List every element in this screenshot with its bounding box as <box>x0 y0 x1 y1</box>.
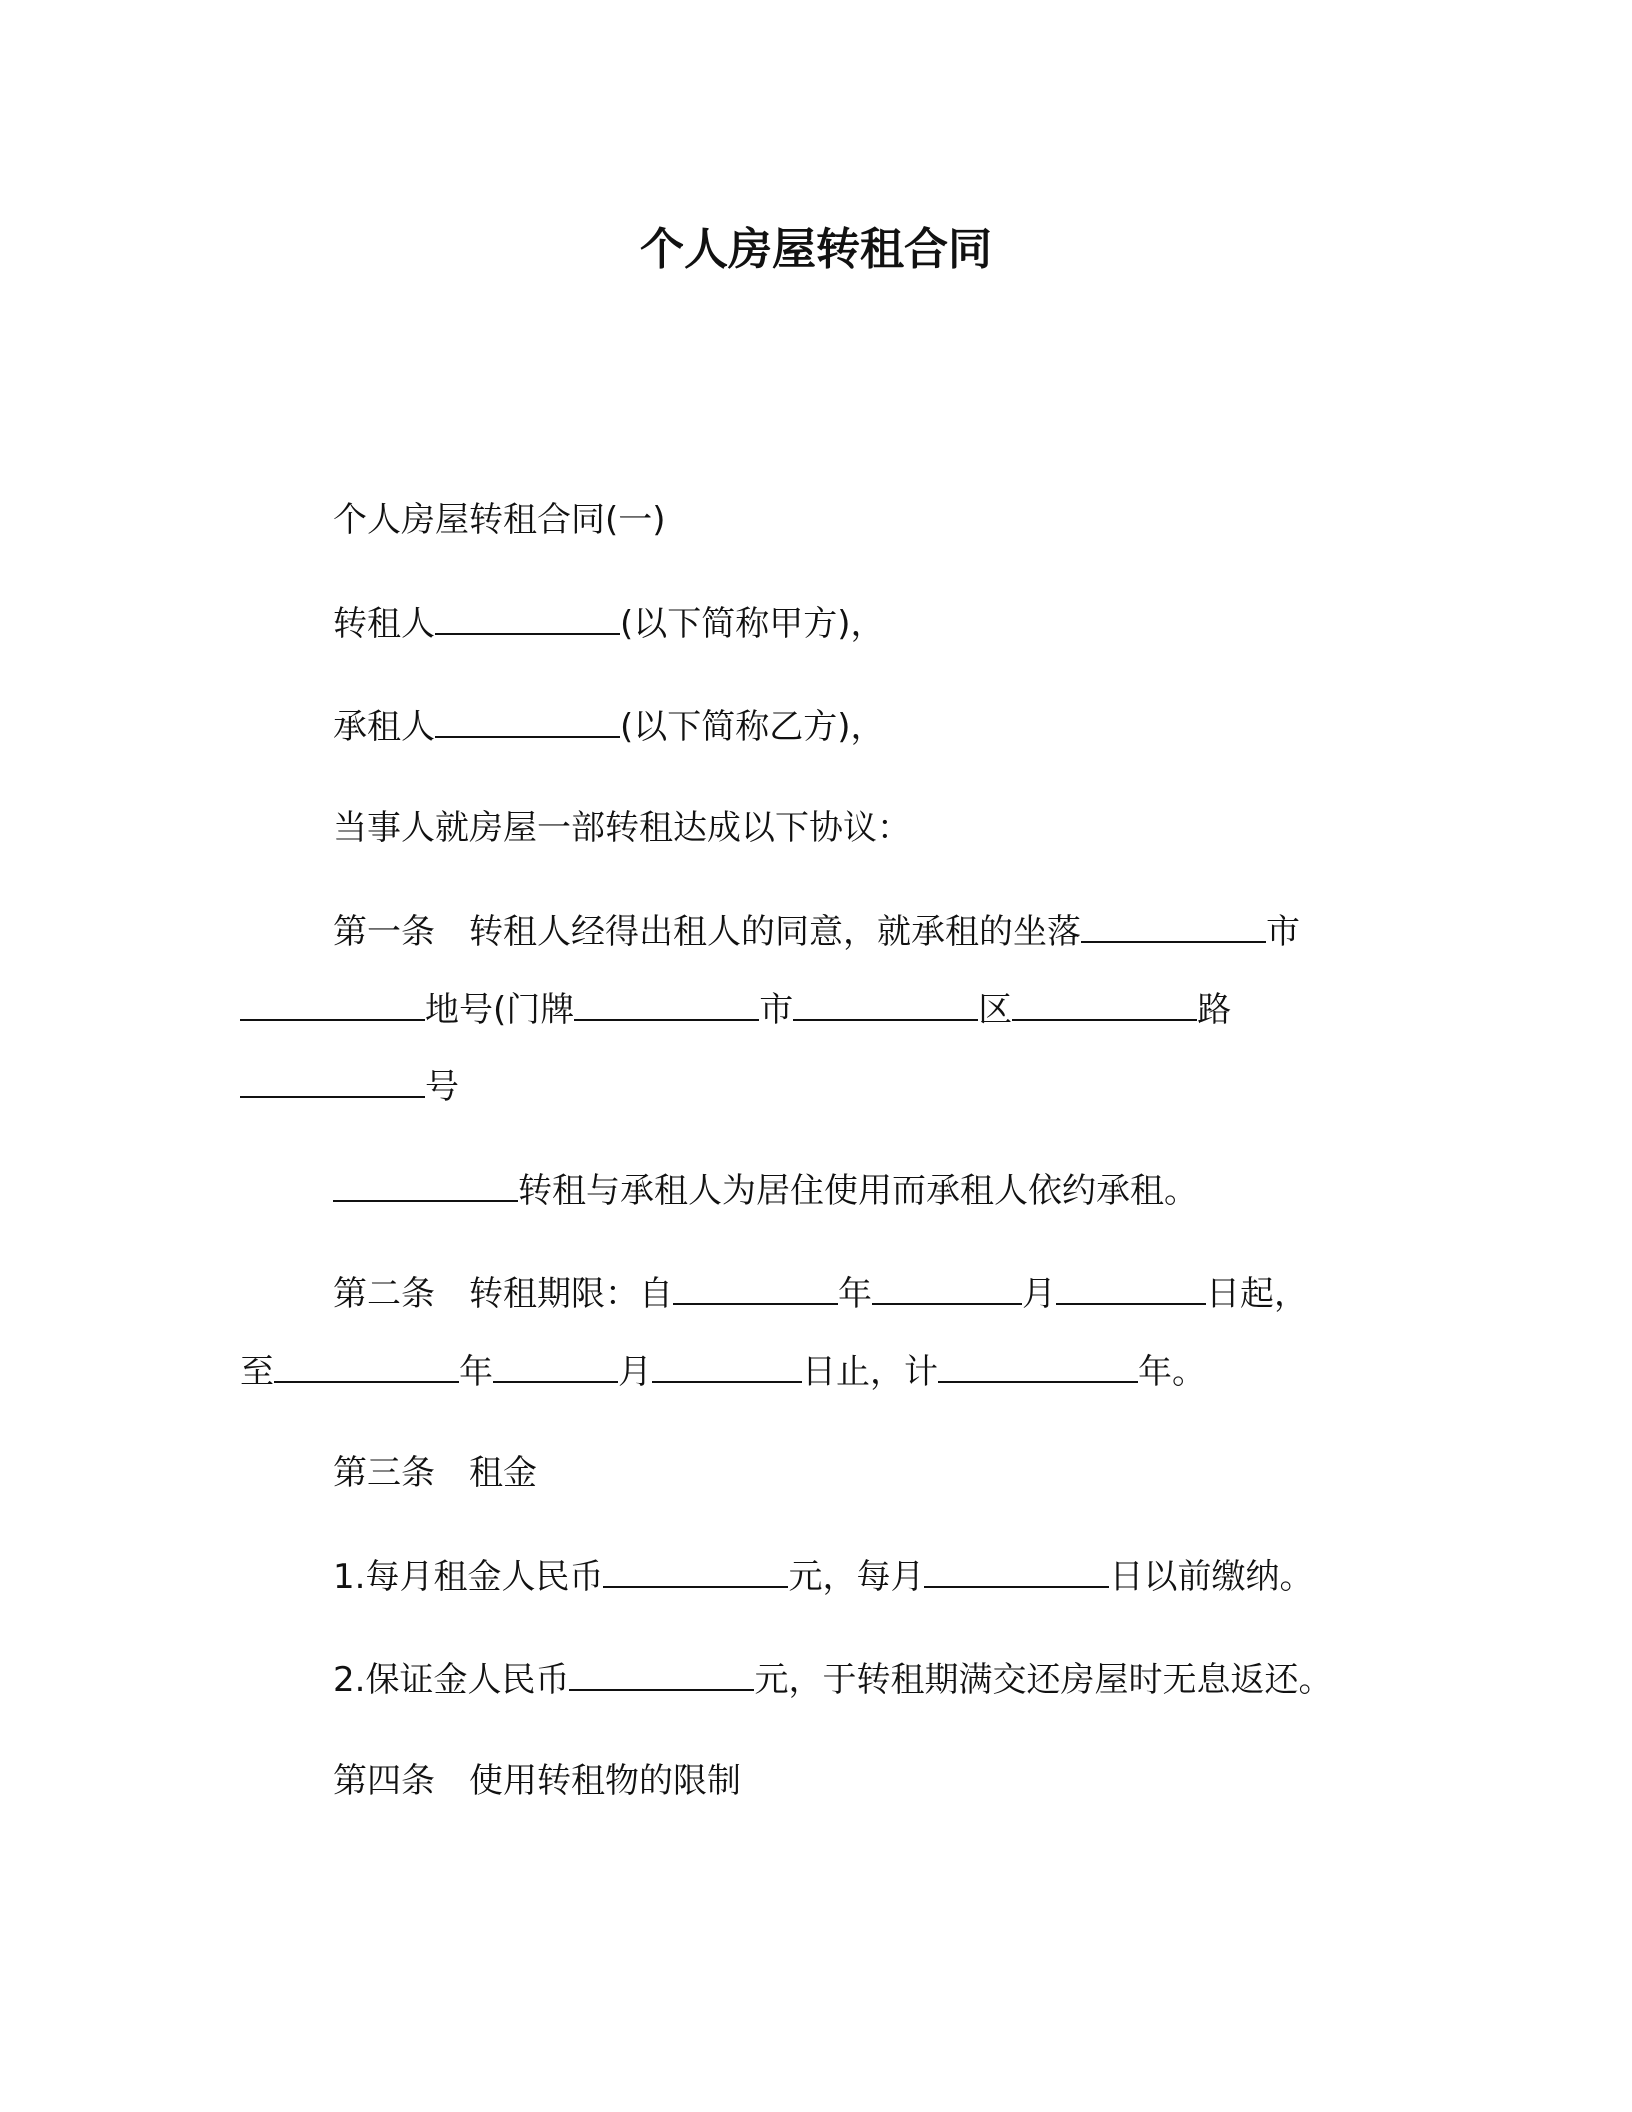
road-label: 路 <box>1197 990 1232 1030</box>
blank-field <box>569 1653 754 1691</box>
sublessor-note: (以下简称甲方)， <box>620 604 885 644</box>
article-1-text: 第一条 转租人经得出租人的同意，就承租的坐落 <box>333 912 1081 952</box>
blank-field <box>574 983 759 1021</box>
to-label: 至 <box>240 1352 274 1392</box>
blank-field <box>1056 1267 1206 1305</box>
intro-line: 当事人就房屋一部转租达成以下协议： <box>333 808 911 848</box>
district-label: 区 <box>978 990 1013 1030</box>
blank-field <box>938 1345 1138 1383</box>
article-1-line-2 <box>240 983 1231 1035</box>
blank-field <box>240 983 425 1021</box>
contract-subtitle: 个人房屋转租合同(一) <box>333 500 666 540</box>
blank-field <box>333 1164 518 1202</box>
article-2-line-1 <box>333 1267 1308 1319</box>
article-2-line-2 <box>240 1345 1206 1397</box>
blank-field <box>1081 905 1266 943</box>
month-label-2: 月 <box>618 1352 652 1392</box>
year-end-label: 年。 <box>1138 1352 1206 1392</box>
blank-field <box>652 1345 802 1383</box>
blank-field <box>493 1345 618 1383</box>
article-1-line-1 <box>333 905 1300 957</box>
lot-number-label: 地号(门牌 <box>425 990 575 1030</box>
blank-field <box>924 1550 1109 1588</box>
article-3-item-2 <box>333 1653 1332 1705</box>
blank-field <box>435 597 620 635</box>
sublessor-label: 转租人 <box>333 604 435 644</box>
rent-suffix: 日以前缴纳。 <box>1109 1557 1314 1597</box>
year-label-2: 年 <box>459 1352 493 1392</box>
month-label: 月 <box>1022 1274 1056 1314</box>
article-1-line-3 <box>240 1060 459 1112</box>
city-label: 市 <box>1266 912 1300 952</box>
number-label: 号 <box>425 1067 459 1107</box>
blank-field <box>673 1267 838 1305</box>
blank-field <box>240 1060 425 1098</box>
article-2-text: 第二条 转租期限：自 <box>333 1274 673 1314</box>
rent-label: 1.每月租金人民币 <box>333 1557 604 1597</box>
article-1-line-4 <box>333 1164 1198 1216</box>
deposit-label: 2.保证金人民币 <box>333 1660 570 1700</box>
day-end-label: 日止，计 <box>802 1352 938 1392</box>
document-title: 个人房屋转租合同 <box>640 224 992 275</box>
article-4-heading: 第四条 使用转租物的限制 <box>333 1761 741 1801</box>
sublessee-line <box>333 700 885 752</box>
article-1-conclusion: 转租与承租人为居住使用而承租人依约承租。 <box>518 1171 1198 1211</box>
rent-mid: 元，每月 <box>788 1557 925 1597</box>
sublessee-note: (以下简称乙方)， <box>620 707 885 747</box>
blank-field <box>872 1267 1022 1305</box>
blank-field <box>1012 983 1197 1021</box>
day-start-label: 日起， <box>1206 1274 1308 1314</box>
blank-field <box>603 1550 788 1588</box>
year-label: 年 <box>838 1274 872 1314</box>
blank-field <box>435 700 620 738</box>
article-3-item-1 <box>333 1550 1313 1602</box>
deposit-suffix: 元，于转租期满交还房屋时无息返还。 <box>754 1660 1333 1700</box>
blank-field <box>793 983 978 1021</box>
sublessee-label: 承租人 <box>333 707 435 747</box>
article-3-heading: 第三条 租金 <box>333 1453 537 1493</box>
city-label-2: 市 <box>759 990 794 1030</box>
blank-field <box>274 1345 459 1383</box>
sublessor-line <box>333 597 885 649</box>
